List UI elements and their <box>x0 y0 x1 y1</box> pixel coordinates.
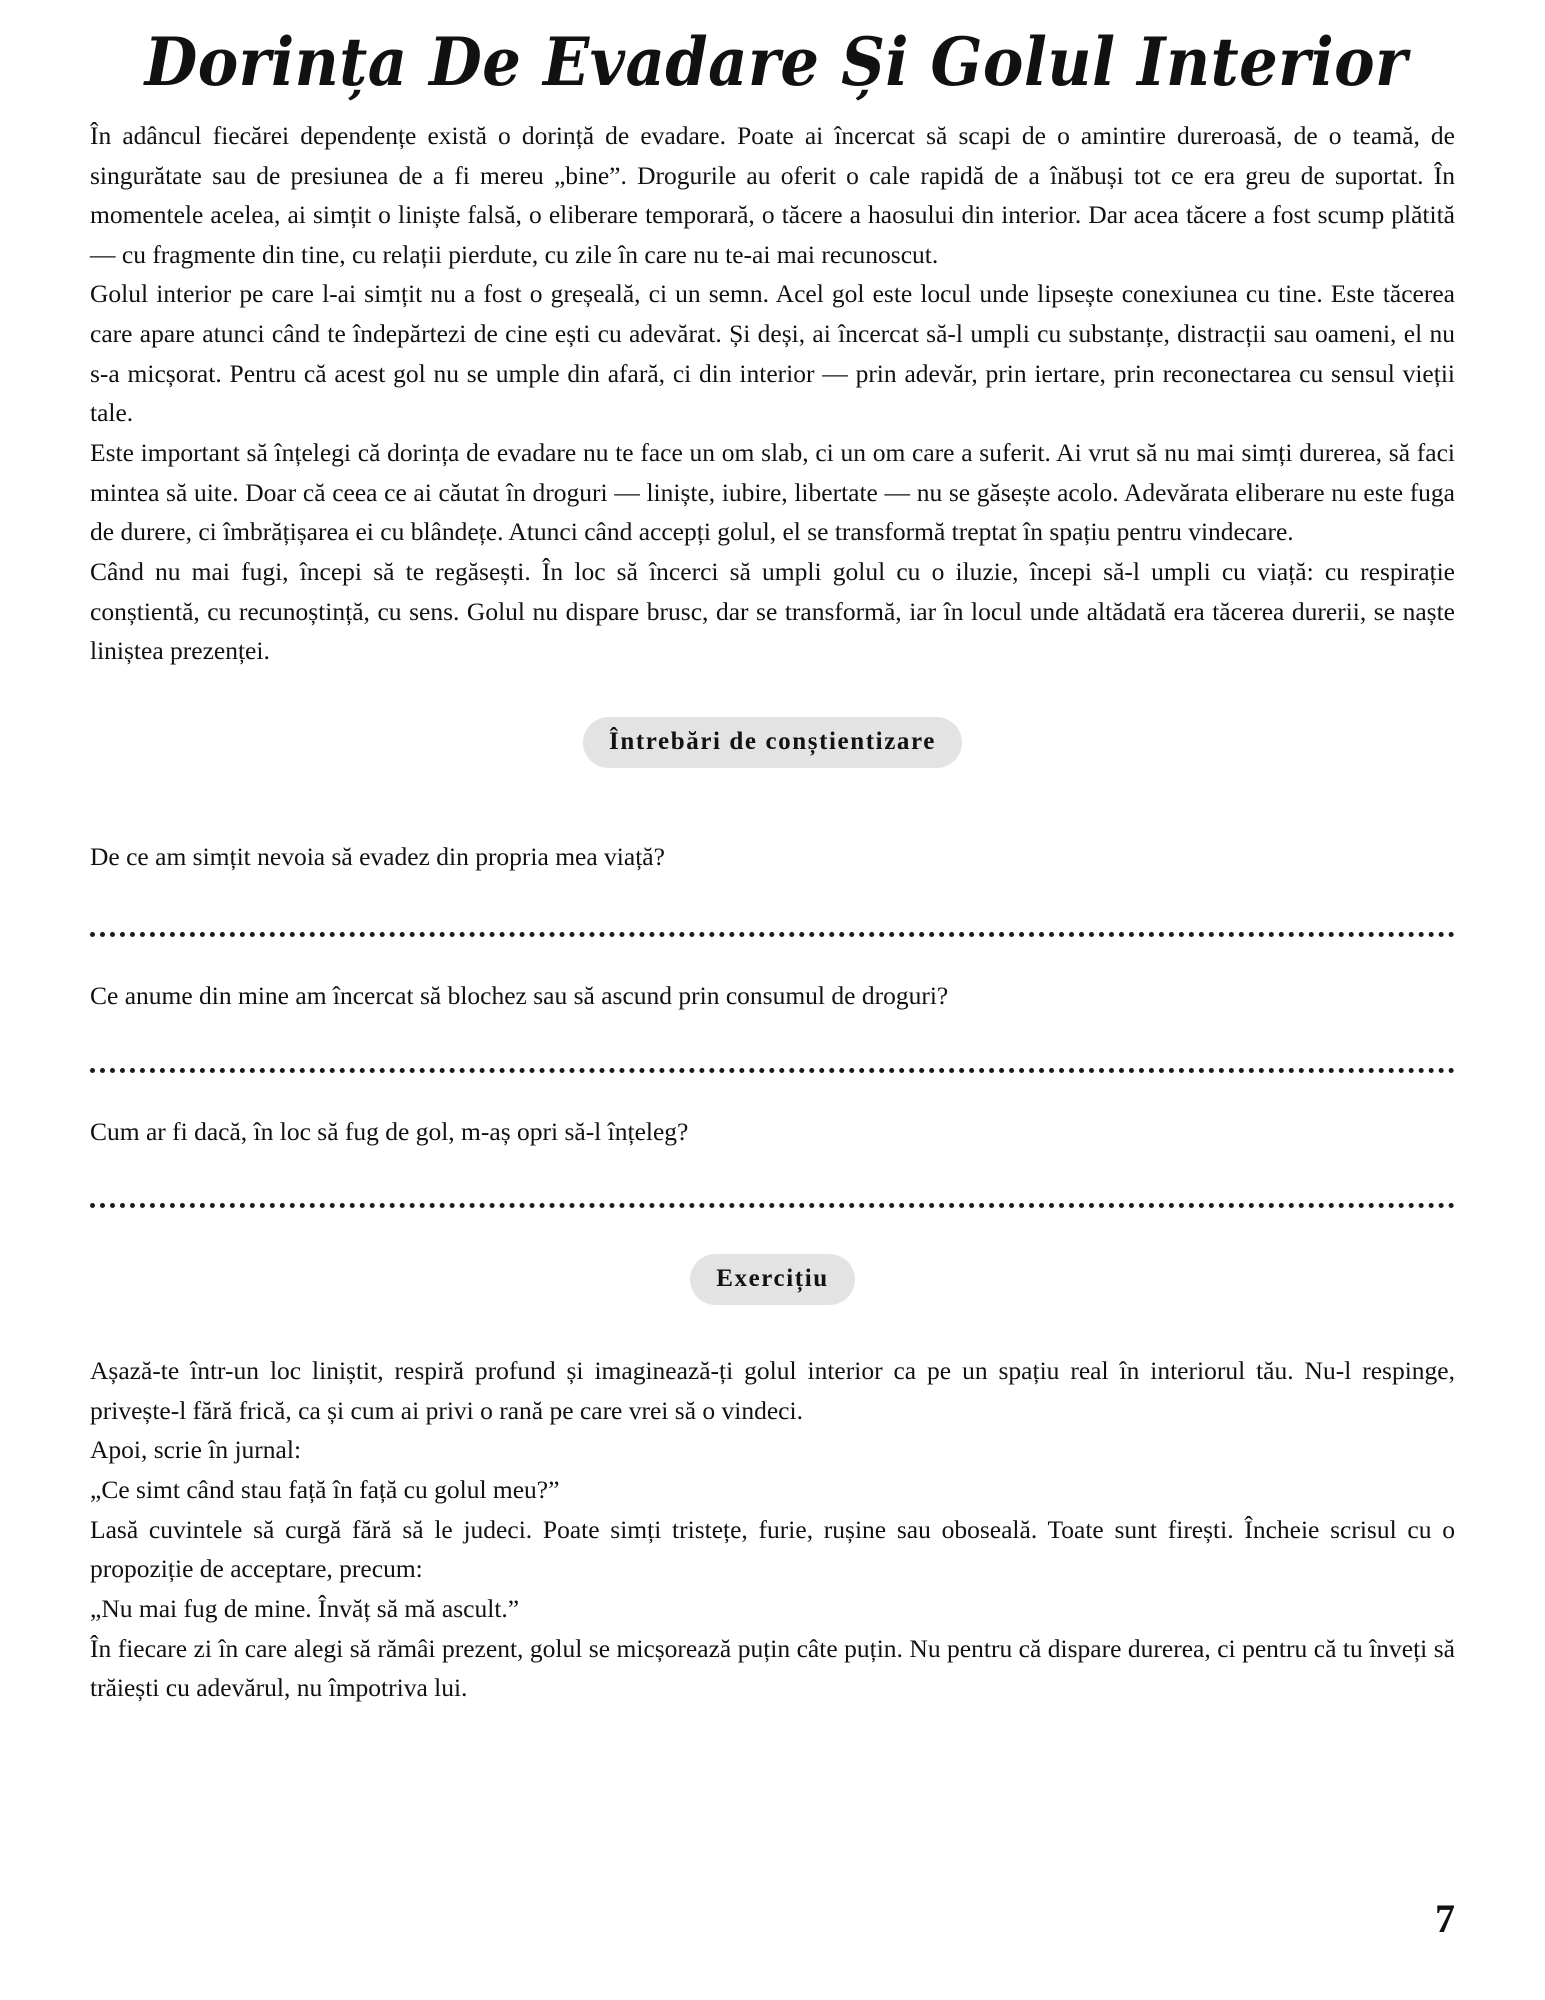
answer-line[interactable] <box>90 1203 1455 1208</box>
exercise-line: Lasă cuvintele să curgă fără să le judeci. Poate simți tristețe, furie, rușine sau oboseală. Toate sunt firești. Încheie scrisul cu o propoziție de acceptare, precum: <box>90 1514 1455 1584</box>
exercise-line: „Ce simt când stau față în față cu golul meu?” <box>90 1475 560 1505</box>
page-content <box>90 0 1455 1708</box>
exercise-line: În fiecare zi în care alegi să rămâi prezent, golul se micșorează puțin câte puțin. Nu pentru că dispare durerea, ci pentru că tu înveți să trăiești cu adevărul, nu împotriva lui. <box>90 1633 1455 1703</box>
paragraph: În adâncul fiecărei dependențe există o dorință de evadare. Poate ai încercat să scapi de o amintire dureroasă, de o teamă, de singurătate sau de presiunea de a fi mereu „bine”. Drogurile au oferit o cale rapidă de a înăbuși tot ce era greu de suportat. În momentele acelea, ai simțit o liniște falsă, o eliberare temporară, o tăcere a haosului din interior. Dar acea tăcere a fost scump plătită — cu fragmente din tine, cu relații pierdute, cu zile în care nu te-ai mai recunoscut. <box>90 120 1455 269</box>
exercise-line: Așază-te într-un loc liniștit, respiră profund și imaginează-ți golul interior ca pe un spațiu real în interiorul tău. Nu-l respinge, privește-l fără frică, ca și cum ai privi o rană pe care vrei să o vindeci. <box>90 1356 1455 1425</box>
paragraph: Este important să înțelegi că dorința de evadare nu te face un om slab, ci un om care a suferit. Ai vrut să nu mai simți durerea, să faci mintea să uite. Doar că ceea ce ai căutat în droguri — liniște, iubire, libertate — nu se găsește acolo. Adevărata eliberare nu este fuga de durere, ci îmbrățișarea ei cu blândețe. Atunci când accepți golul, el se transformă treptat în spațiu pentru vindecare. <box>90 438 1455 547</box>
awareness-section-heading-wrap <box>90 717 1455 768</box>
page-title: Dorința De Evadare Și Golul Interior <box>144 23 1408 101</box>
awareness-section-heading: Întrebări de conștientizare <box>583 717 962 768</box>
exercise-section-heading: Exercițiu <box>690 1254 855 1305</box>
awareness-questions <box>90 838 1455 1208</box>
answer-line[interactable] <box>90 932 1455 937</box>
exercise-text-block <box>90 1351 1455 1708</box>
exercise-section-heading-wrap <box>90 1254 1455 1305</box>
paragraph: Când nu mai fugi, începi să te regăsești. În loc să încerci să umpli golul cu o iluzie, începi să-l umpli cu viață: cu respirație conștientă, cu recunoștință, cu sens. Golul nu dispare brusc, dar se transformă, iar în locul unde altădată era tăcerea durerii, se naște liniștea prezenței. <box>90 556 1455 666</box>
page-number: 7 <box>1435 1896 1455 1941</box>
question-item: Cum ar fi dacă, în loc să fug de gol, m-aș opri să-l înțeleg? <box>90 1116 689 1146</box>
question-item: Ce anume din mine am încercat să blochez sau să ascund prin consumul de droguri? <box>90 981 949 1011</box>
exercise-line: „Nu mai fug de mine. Învăț să mă ascult.” <box>90 1593 520 1623</box>
intro-text-block <box>90 116 1455 671</box>
paragraph: Golul interior pe care l-ai simțit nu a fost o greșeală, ci un semn. Acel gol este locul unde lipsește conexiunea cu tine. Este tăcerea care apare atunci când te îndepărtezi de cine ești cu adevărat. Și deși, ai încercat să-l umpli cu substanțe, distracții sau oameni, el nu s-a micșorat. Pentru că acest gol nu se umple din afară, ci din interior — prin adevăr, prin iertare, prin reconectarea cu sensul vieții tale. <box>90 279 1455 428</box>
exercise-line: Apoi, scrie în jurnal: <box>90 1435 302 1465</box>
question-item: De ce am simțit nevoia să evadez din propria mea viață? <box>90 842 665 872</box>
answer-line[interactable] <box>90 1068 1455 1073</box>
